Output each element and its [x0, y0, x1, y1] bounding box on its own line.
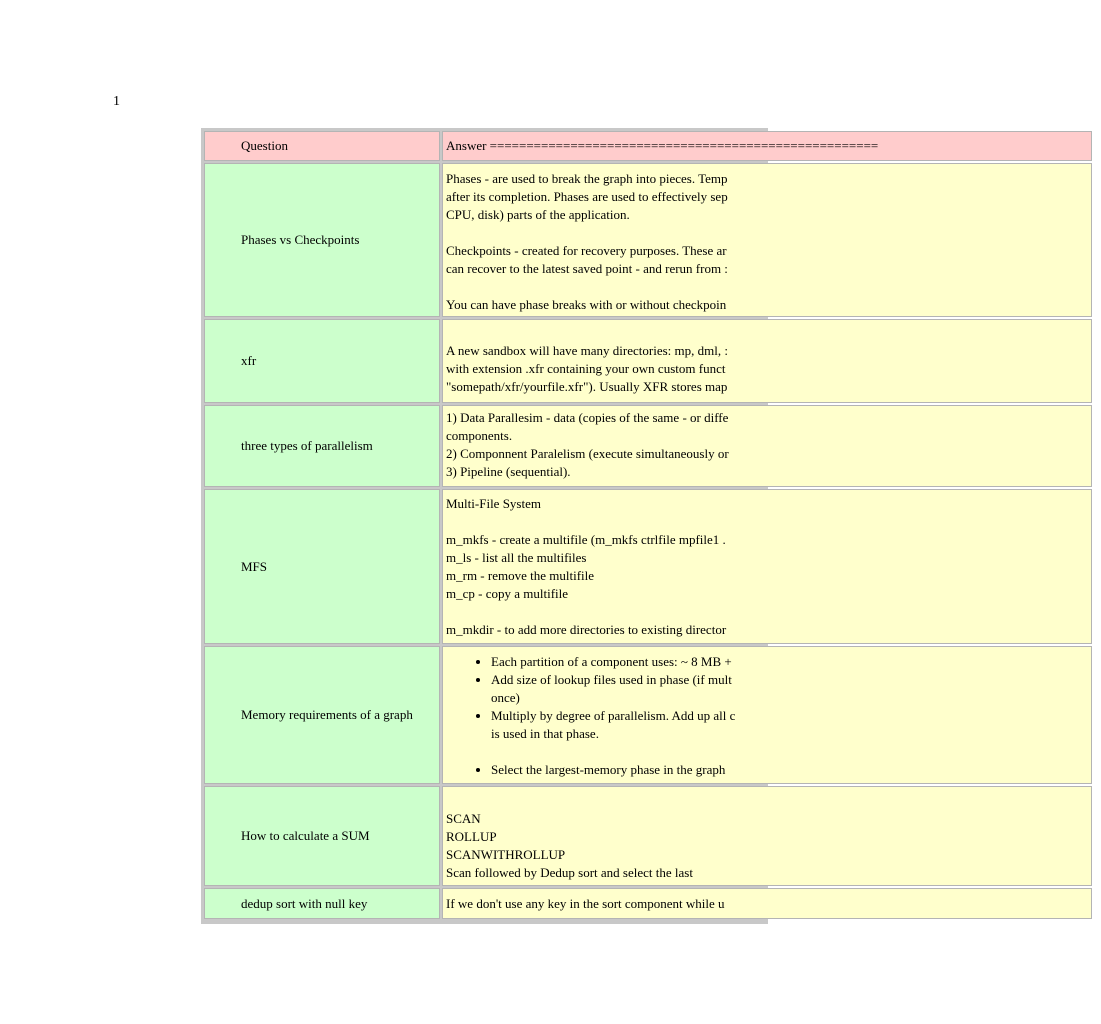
- answer-line: with extension .xfr containing your own custom funct: [446, 361, 726, 376]
- list-item: • Add size of lookup files used in phase (if mult once): [491, 671, 1091, 707]
- answer-line: If we don't use any key in the sort component while u: [446, 895, 725, 911]
- table-row: [201, 786, 1101, 886]
- table-row: [201, 163, 1101, 317]
- question-text: Phases vs Checkpoints: [241, 232, 360, 247]
- answer-column-header: Answer =====================================================: [442, 131, 1092, 161]
- question-text: xfr: [241, 353, 257, 368]
- list-item: • Multiply by degree of parallelism. Add up all c is used in that phase.: [491, 707, 1091, 743]
- answer-line: m_ls - list all the multifiles: [446, 550, 587, 565]
- answer-line: Scan followed by Dedup sort and select the last: [446, 865, 693, 880]
- table-row: [201, 489, 1101, 644]
- question-text: dedup sort with null key: [241, 895, 368, 911]
- question-text: MFS: [241, 558, 268, 574]
- answer-line: "somepath/xfr/yourfile.xfr"). Usually XFR stores map: [446, 379, 728, 394]
- answer-cell: [442, 646, 1092, 784]
- answer-line: 3) Pipeline (sequential).: [446, 464, 571, 479]
- answer-line: m_mkfs - create a multifile (m_mkfs ctrlfile mpfile1 .: [446, 532, 726, 547]
- answer-cell: [442, 888, 1092, 919]
- table-row: [201, 888, 1101, 919]
- question-text: How to calculate a SUM: [241, 828, 370, 843]
- question-cell: [204, 786, 440, 886]
- list-item: • Select the largest-memory phase in the graph: [491, 761, 1091, 779]
- answer-line: can recover to the latest saved point - and rerun from :: [446, 261, 728, 276]
- answer-cell: [442, 786, 1092, 886]
- answer-line: components.: [446, 428, 513, 443]
- answer-line: m_cp - copy a multifile: [446, 586, 569, 601]
- table-row: [201, 319, 1101, 403]
- answer-line: 1) Data Parallesim - data (copies of the same - or diffe: [446, 410, 729, 425]
- answer-line: 2) Componnent Paralelism (execute simultaneously or: [446, 446, 729, 461]
- answer-line: SCANWITHROLLUP: [446, 847, 566, 862]
- question-cell: [204, 646, 440, 784]
- answer-cell: [442, 489, 1092, 644]
- answer-line: SCAN: [446, 811, 481, 826]
- answer-line: Checkpoints - created for recovery purposes. These ar: [446, 243, 727, 258]
- answer-line: m_mkdir - to add more directories to existing director: [446, 622, 727, 637]
- answer-cell: [442, 319, 1092, 403]
- memory-bullet-list: [446, 653, 1091, 743]
- qa-table: [201, 128, 879, 924]
- answer-line: ROLLUP: [446, 829, 497, 844]
- answer-line: A new sandbox will have many directories: mp, dml, :: [446, 343, 728, 358]
- question-text: Memory requirements of a graph: [241, 707, 413, 722]
- answer-line: m_rm - remove the multifile: [446, 568, 595, 583]
- answer-line: Phases - are used to break the graph into pieces. Temp: [446, 171, 728, 186]
- question-text: three types of parallelism: [241, 438, 373, 453]
- memory-bullet-list-2: [446, 761, 1091, 779]
- answer-cell: [442, 405, 1092, 487]
- question-column-header: Question: [204, 131, 440, 161]
- question-cell: [204, 888, 440, 919]
- page-number: 1: [113, 94, 120, 109]
- table-row: [201, 405, 1101, 487]
- table-header-row: [201, 131, 1101, 161]
- answer-line: Multi-File System: [446, 496, 541, 511]
- question-cell: [204, 319, 440, 403]
- question-cell: [204, 163, 440, 317]
- table-row: [201, 646, 1101, 784]
- answer-line: CPU, disk) parts of the application.: [446, 207, 630, 222]
- answer-line: after its completion. Phases are used to effectively sep: [446, 189, 728, 204]
- answer-line: You can have phase breaks with or without checkpoin: [446, 297, 727, 312]
- list-item: • Each partition of a component uses: ~ 8 MB +: [491, 653, 1091, 671]
- question-cell: [204, 405, 440, 487]
- question-cell: [204, 489, 440, 644]
- answer-cell: [442, 163, 1092, 317]
